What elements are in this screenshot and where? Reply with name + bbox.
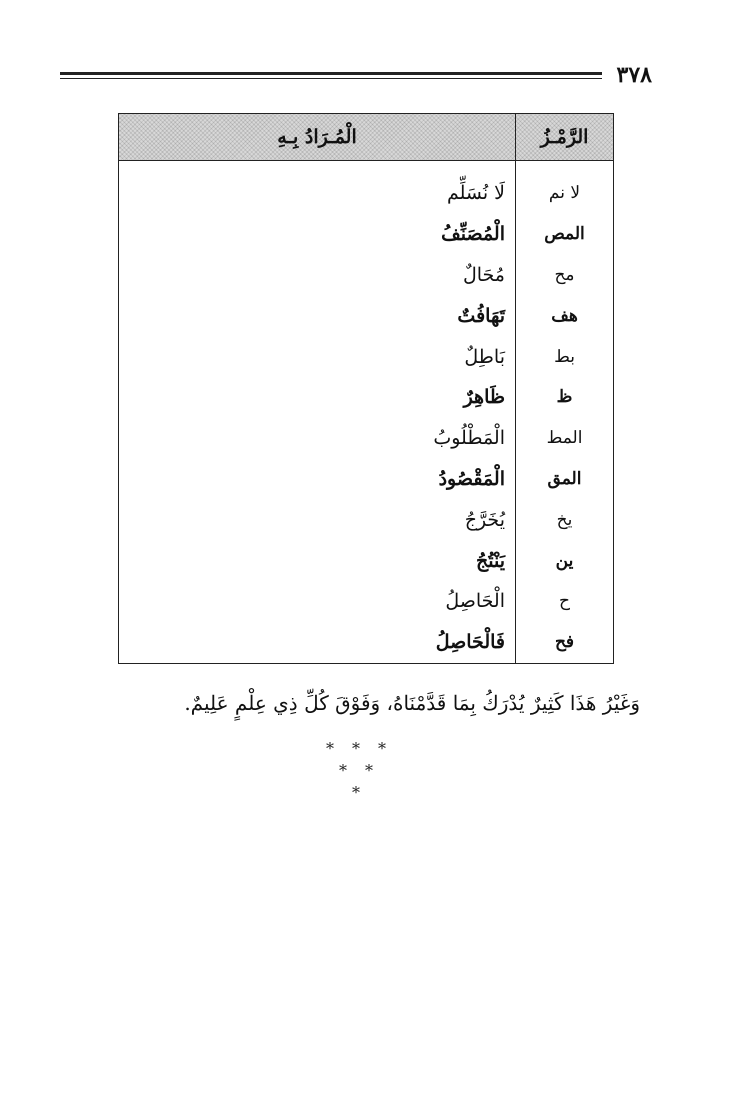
asterisk-mark: * [365, 761, 373, 780]
asterisk-mark: * [352, 783, 360, 802]
page-number: ٣٧٨ [616, 62, 652, 88]
meaning-cell: تَهَافُتٌ [457, 304, 505, 327]
meaning-cell: بَاطِلٌ [464, 345, 505, 368]
asterism-ornament [320, 735, 400, 805]
meaning-cell: ظَاهِرٌ [463, 386, 505, 409]
asterisk-mark: * [352, 739, 360, 758]
symbol-cell: المص [516, 214, 614, 255]
table-header-row [119, 114, 614, 161]
table-spacer-row [119, 161, 614, 174]
meaning-cell: الْمَقْصُودُ [438, 467, 505, 490]
header-rule [60, 72, 602, 75]
meaning-cell: الْمَطْلُوبُ [433, 427, 505, 450]
asterisk-mark: * [378, 739, 386, 758]
table-row [119, 336, 614, 377]
table-row [119, 214, 614, 255]
symbol-cell: المق [516, 459, 614, 500]
asterisk-mark: * [326, 739, 334, 758]
meaning-cell: يُخَرَّجُ [464, 508, 505, 531]
table-row [119, 459, 614, 500]
closing-paragraph: وَغَيْرُ هَذَا كَثِيرٌ يُدْرَكُ بِمَا قَدَّمْنَاهُ، وَفَوْقَ كُلِّ ذِي عِلْمٍ عَلِيمٌ. [184, 691, 640, 715]
header-symbol: الرَّمْـزُ [516, 114, 614, 161]
meaning-cell: مُحَالٌ [462, 263, 505, 286]
table-row [119, 622, 614, 663]
symbol-cell: ظ [516, 377, 614, 418]
symbol-cell: يخ [516, 499, 614, 540]
header-meaning: الْمُـرَادُ بِـهِ [119, 114, 516, 161]
table-row [119, 418, 614, 459]
meaning-cell: لَا نُسَلِّم [446, 182, 505, 205]
symbol-cell: فح [516, 622, 614, 663]
meaning-cell: فَالْحَاصِلُ [435, 631, 505, 654]
symbol-cell: هف [516, 295, 614, 336]
table-row [119, 255, 614, 296]
table-row [119, 295, 614, 336]
symbol-cell: مح [516, 255, 614, 296]
symbol-cell: ين [516, 540, 614, 581]
table-row [119, 499, 614, 540]
spacer-cell [516, 161, 614, 174]
page-header [60, 62, 652, 88]
symbol-cell: لا نم [516, 173, 614, 214]
abbreviations-table [118, 113, 614, 664]
spacer-cell [119, 161, 516, 174]
header-rule-thin [60, 78, 602, 79]
table-row [119, 581, 614, 622]
meaning-cell: الْحَاصِلُ [445, 590, 505, 613]
meaning-cell: يَنْتُجُ [475, 549, 505, 572]
symbol-cell: المط [516, 418, 614, 459]
meaning-cell: الْمُصَنِّفُ [441, 223, 505, 246]
symbol-cell: ح [516, 581, 614, 622]
table-row [119, 540, 614, 581]
table-row [119, 377, 614, 418]
symbol-cell: بط [516, 336, 614, 377]
asterisk-mark: * [339, 761, 347, 780]
table-row [119, 173, 614, 214]
